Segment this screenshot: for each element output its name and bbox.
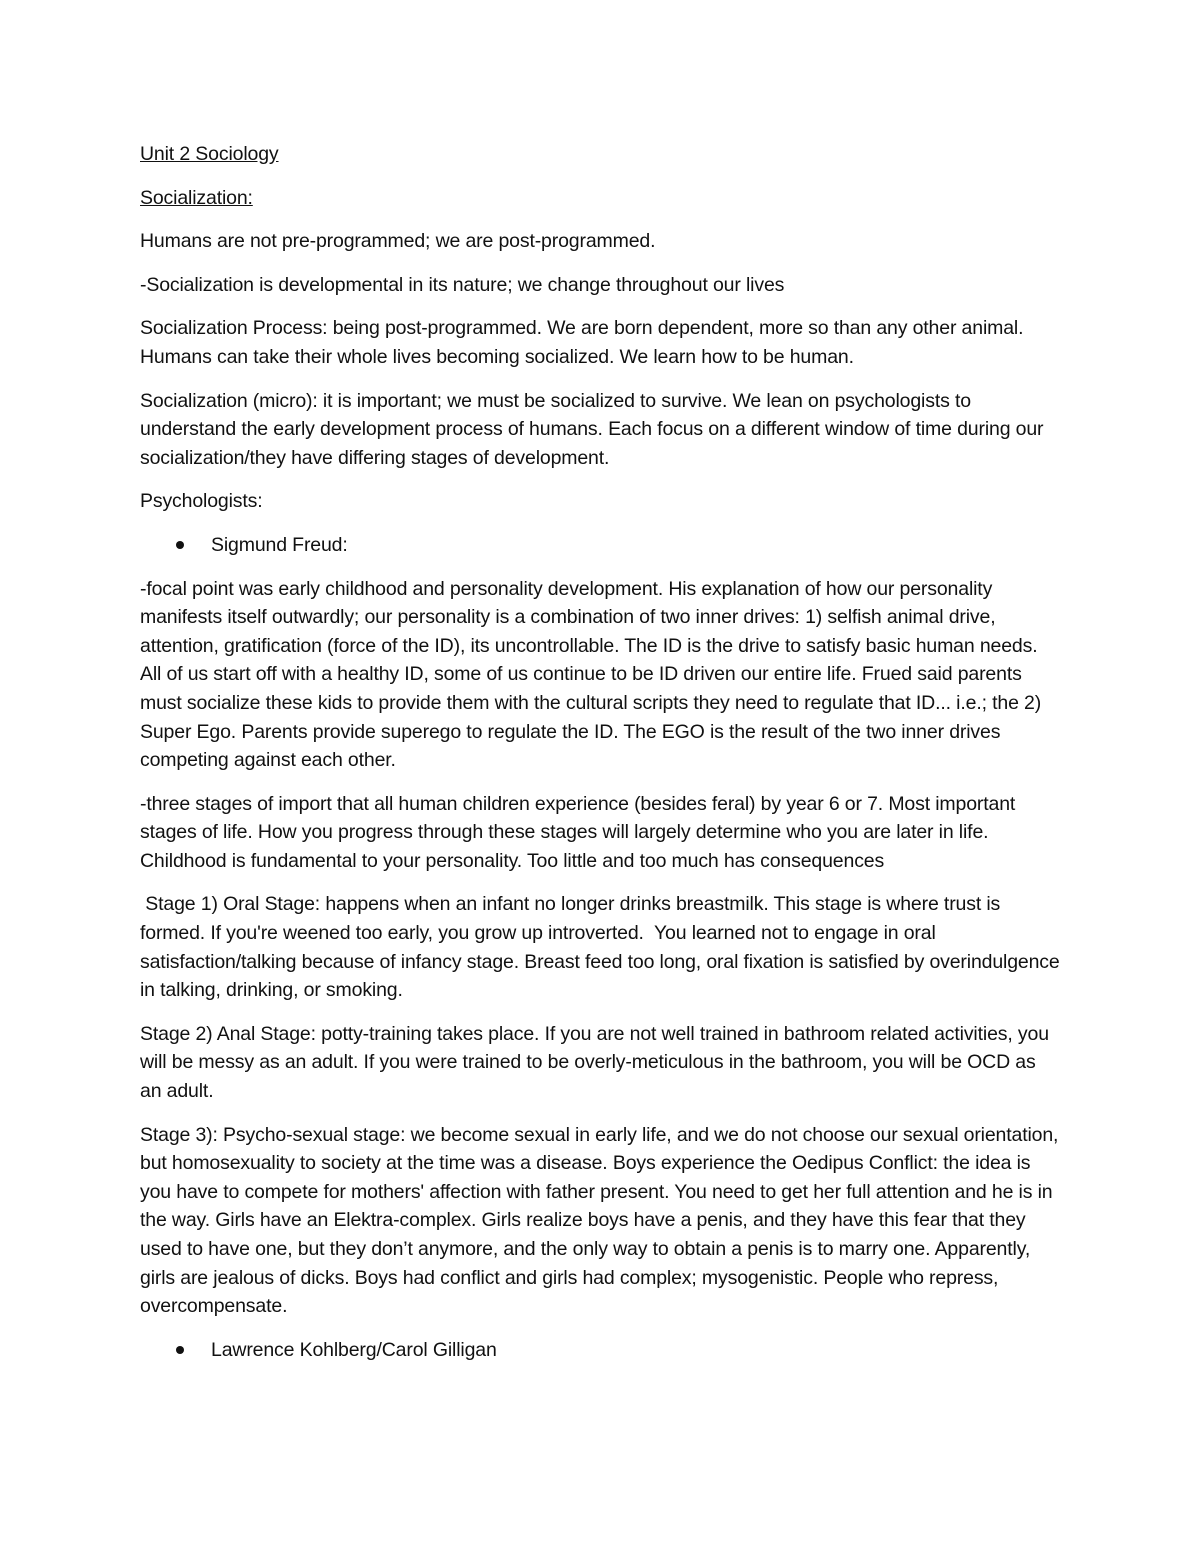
paragraph-oral-stage: Stage 1) Oral Stage: happens when an infant no longer drinks breastmilk. This stage is where trust is formed. If you're weened too early, you grow up introverted. You learned not to engage in oral satisfaction/talking because of infancy stage. Breast feed too long, oral fixation is satisfied by overindulgence in talking, drinking, or smoking. (140, 893, 1065, 1002)
paragraph-psycho-sexual-stage: Stage 3): Psycho-sexual stage: we become sexual in early life, and we do not choose our sexual orientation, but homosexuality to society at the time was a disease. Boys experience the Oedipus Conflict: the idea is you have to compete for mothers' affection with father present. You need to get her full attention and he is in the way. Girls have an Elektra-complex. Girls realize boys have a penis, and they have this fear that they used to have one, but they don’t anymore, and the only way to obtain a penis is to marry one. Apparently, girls are jealous of dicks. Boys had conflict and girls had complex; mysogenistic. People who repress, overcompensate. (140, 1123, 1059, 1318)
document-title (140, 140, 1060, 169)
bullet-dot-icon (176, 541, 184, 549)
paragraph-socialization-micro: Socialization (micro): it is important; we must be socialized to survive. We lean on psychologists to understand the early development process of humans. Each focus on a different window of time during our socialization/they have differing stages of development. (140, 389, 1044, 469)
section-heading (140, 184, 1060, 213)
paragraph-socialization-process: Socialization Process: being post-programmed. We are born dependent, more so than any other animal. Humans can take their whole lives becoming socialized. We learn how to be human. (140, 317, 1024, 368)
paragraph-psychologists: Psychologists: (140, 490, 263, 513)
bullet-item-freud (140, 531, 1060, 560)
paragraph-three-stages: -three stages of import that all human children experience (besides feral) by year 6 or 7. Most important stages of life. How you progress through these stages will largely determine who you are later in life. Childhood is fundamental to your personality. Too little and too much has consequences (140, 792, 1016, 872)
document-page (140, 140, 1065, 1379)
paragraph-anal-stage: Stage 2) Anal Stage: potty-training takes place. If you are not well trained in bathroom related activities, you will be messy as an adult. If you were trained to be overly-meticulous in the bathroom, you will be OCD as an adult. (140, 1022, 1049, 1103)
bullet-text-kohlberg: Lawrence Kohlberg/Carol Gilligan (211, 1338, 497, 1361)
section-heading-text: Socialization: (140, 186, 253, 209)
paragraph-post-programmed: Humans are not pre-programmed; we are post-programmed. (140, 230, 656, 253)
bullet-text-freud: Sigmund Freud: (211, 533, 348, 556)
bullet-dot-icon (176, 1346, 184, 1354)
paragraph-developmental: -Socialization is developmental in its nature; we change throughout our lives (140, 273, 785, 296)
document-title-text: Unit 2 Sociology (140, 143, 279, 165)
bullet-item-kohlberg (140, 1336, 1060, 1365)
paragraph-freud-focal-point: -focal point was early childhood and personality development. His explanation of how our personality manifests itself outwardly; our personality is a combination of two inner drives: 1) selfish animal drive, attention, gratification (force of the ID), its uncontrollable. The ID is the drive to satisfy basic human needs. All of us start off with a healthy ID, some of us continue to be ID driven our entire life. Frued said parents must socialize these kids to provide them with the cultural scripts they need to regulate that ID... i.e.; the 2) Super Ego. Parents provide superego to regulate the ID. The EGO is the result of the two inner drives competing against each other. (140, 577, 1042, 772)
